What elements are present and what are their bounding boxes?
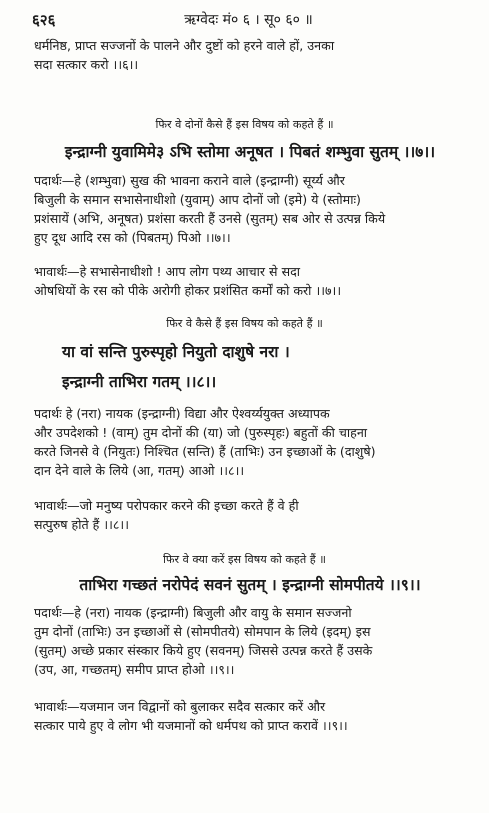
running-title: ऋग्वेदः मं० ६ । सू० ६० ॥: [184, 12, 313, 28]
mantra-9: ताभिरा गच्छतं नरोपेदं सवनं सुतम् । इन्द्राग्नी सोमपीतये ।।९।।: [79, 576, 421, 594]
bhavartha-7: भावार्थः—हे सभासेनाधीशो ! आप लोग पथ्य आचार से सदा ओषधियों के रस को पीके अरोगी होकर प्रशंसित कर्मों को करो ।।७।।: [34, 264, 342, 298]
mantra-8-line-2: इन्द्राग्नी ताभिरा गतम् ।।८।।: [62, 373, 217, 391]
padartha-9: पदार्थः—हे (नरा) नायक (इन्द्राग्नी) बिजुली और वायु के समान सज्जनो तुम दोनों (ताभिः) उन इच्छाओं से (सोमपीतये) सोमपान के लिये (इदम्) इस (सुतम्) अच्छे प्रकार संस्कार किये हुए (सवनम्) जिससे उत्पन्न करते हैं उसके (उप, आ, गच्छतम्) समीप प्राप्त होओ ।।९।।: [34, 605, 373, 677]
paragraph-continued: धर्मनिष्ठ, प्राप्त सज्जनों के पालने और दुष्टों को हरने वाले हों, उनका सदा सत्कार करो ।।६।।: [34, 38, 335, 72]
bhavartha-8: भावार्थः—जो मनुष्य परोपकार करने की इच्छा करते हैं वे ही सत्पुरुष होते हैं ।।८।।: [34, 498, 299, 532]
mantra-7: इन्द्राग्नी युवामिमे३ ऽभि स्तोमा अनूषत । पिबतं शम्भुवा सुतम् ।।७।।: [64, 143, 436, 161]
bhavartha-9: भावार्थः—यजमान जन विद्वानों को बुलाकर सदैव सत्कार करें और सत्कार पाये हुए वे लोग भी यजमानों को धर्मपथ को प्राप्त करावें ।।९।।: [34, 699, 348, 733]
mantra-8-line-1: या वां सन्ति पुरुस्पृहो नियुतो दाशुषे नरा ।: [62, 343, 290, 361]
intro-line-8: फिर वे कैसे हैं इस विषय को कहते हैं ॥: [166, 317, 323, 330]
padartha-7: पदार्थः—हे (शम्भुवा) सुख की भावना कराने वाले (इन्द्राग्नी) सूर्य्य और बिजुली के समान सभासेनाधीशो (युवाम्) आप दोनों जो (इमे) ये (स्तोमाः) प्रशंसायें (अभि, अनूषत) प्रशंसा करती हैं उनसे (सुतम्) सब ओर से उत्पन्न किये हुए दूध आदि रस को (पिबतम्) पिओ ।।७।।: [34, 173, 386, 245]
padartha-8: पदार्थः हे (नरा) नायक (इन्द्राग्नी) विद्या और ऐश्वर्य्ययुक्त अध्यापक और उपदेशको ! (वाम्) तुम दोनों की (या) जो (पुरुस्पृहः) बहुतों की चाहना करते जिनसे वे (नियुतः) निश्चित (सन्ति) हैं (ताभिः) उन इच्छाओं के (दाशुषे) दान देने वाले के लिये (आ, गतम्) आओ ।।८।।: [34, 406, 376, 478]
intro-line-9: फिर वे क्या करें इस विषय को कहते हैं ॥: [162, 553, 327, 566]
page-number: ६२६: [32, 11, 56, 29]
intro-line-7: फिर वे दोनों कैसे हैं इस विषय को कहते हैं ॥: [155, 118, 334, 131]
page-header: [32, 10, 465, 30]
